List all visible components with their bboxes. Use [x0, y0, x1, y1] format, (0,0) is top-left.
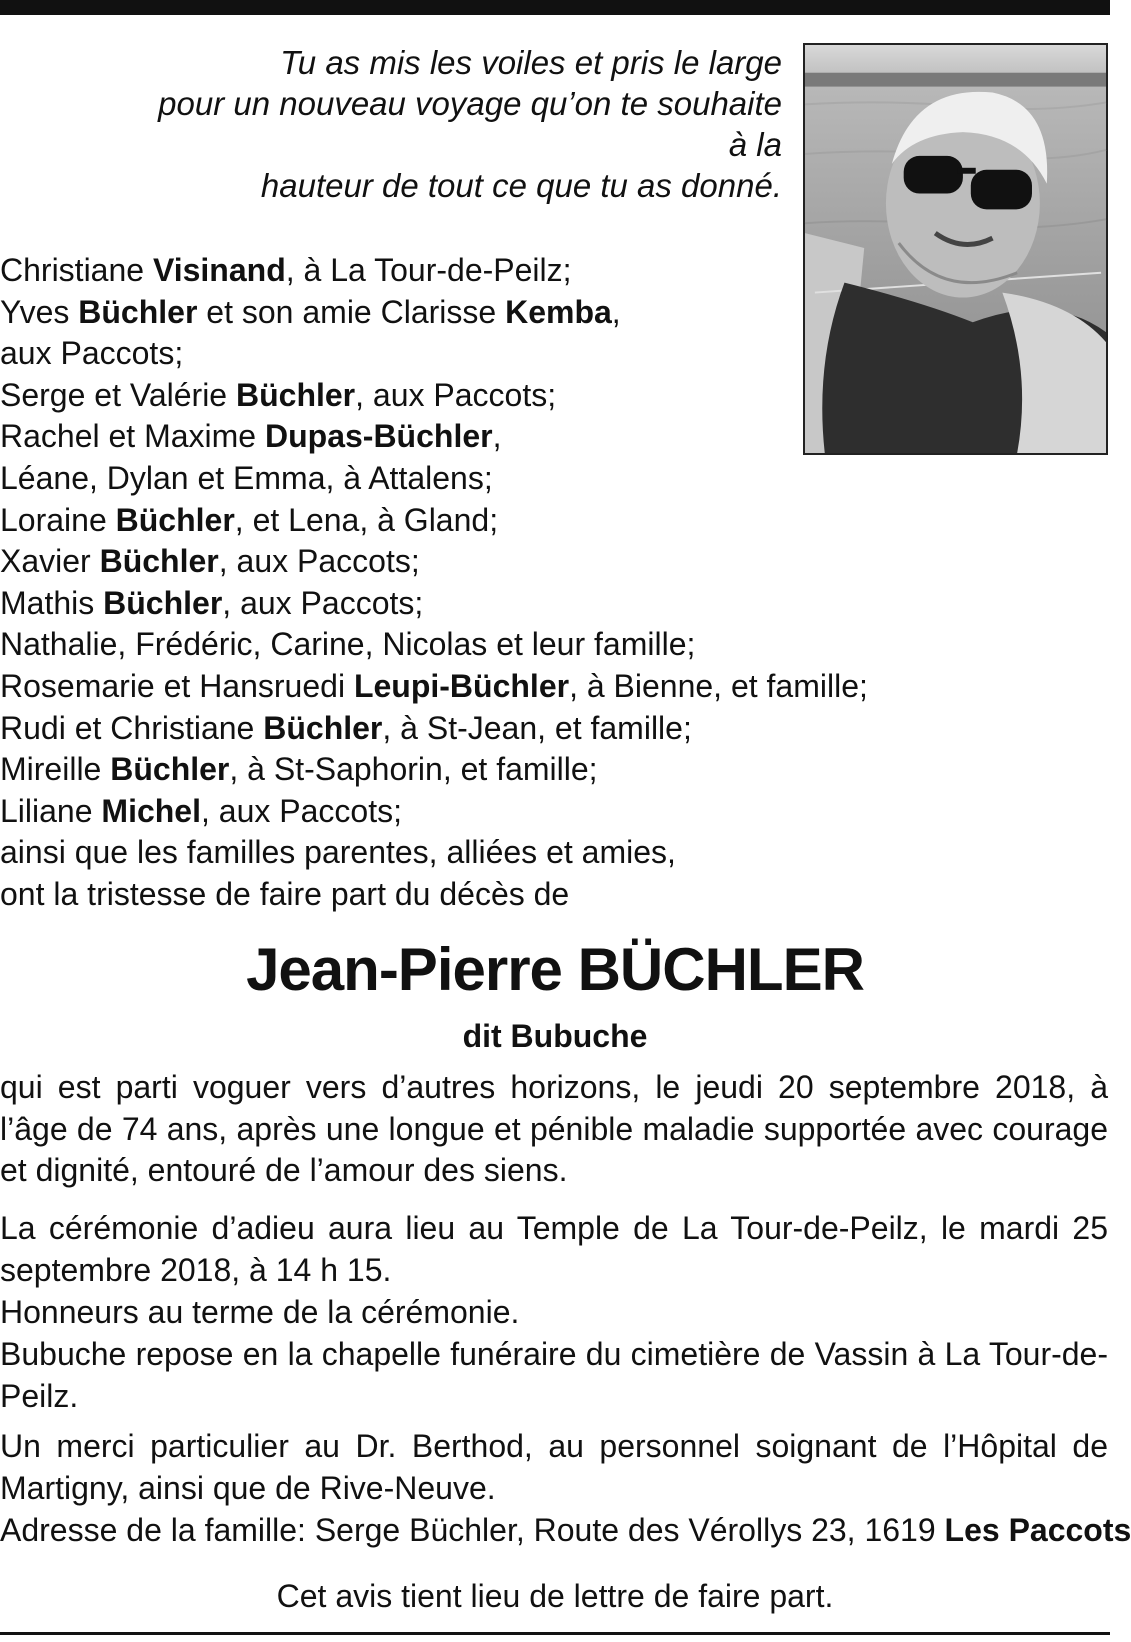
family-line: ont la tristesse de faire part du décès de [0, 875, 570, 912]
poem-line: hauteur de tout ce que tu as donné. [260, 167, 782, 204]
top-rule [0, 0, 1110, 15]
family-line: aux Paccots; [0, 335, 184, 372]
family-line: Xavier Büchler, aux Paccots; [0, 543, 420, 580]
family-list [0, 250, 960, 916]
family-line: Christiane Visinand, à La Tour-de-Peilz; [0, 252, 572, 288]
family-line: Rosemarie et Hansruedi Leupi-Büchler, à Bienne, et famille; [0, 667, 868, 704]
family-line: Loraine Büchler, et Lena, à Gland; [0, 501, 499, 538]
family-line: Léane, Dylan et Emma, à Attalens; [0, 459, 493, 496]
death-announcement-paragraph: qui est parti voguer vers d’autres horizons, le jeudi 20 septembre 2018, à l’âge de 74 ans, après une longue et pénible maladie supportée avec courage et dignité, entouré de l’amour des siens. [0, 1069, 1108, 1189]
honours-paragraph: Honneurs au terme de la cérémonie. [0, 1294, 520, 1330]
family-address: Adresse de la famille: Serge Büchler, Route des Vérollys 23, 1619 Les Paccots [0, 1512, 1131, 1548]
family-line: Nathalie, Frédéric, Carine, Nicolas et leur famille; [0, 626, 696, 663]
family-line: Yves Büchler et son amie Clarisse Kemba, [0, 293, 621, 330]
chapel-paragraph: Bubuche repose en la chapelle funéraire du cimetière de Vassin à La Tour-de-Peilz. [0, 1336, 1108, 1414]
deceased-nickname: dit Bubuche [462, 1018, 648, 1054]
thanks-paragraph: Un merci particulier au Dr. Berthod, au personnel soignant de l’Hôpital de Martigny, ainsi que de Rive-Neuve. [0, 1428, 1108, 1506]
family-line: Serge et Valérie Büchler, aux Paccots; [0, 376, 557, 413]
poem-line: Tu as mis les voiles et pris le large [280, 44, 782, 81]
bottom-rule [0, 1632, 1110, 1635]
deceased-name: Jean-Pierre BÜCHLER [246, 936, 864, 1003]
family-line: ainsi que les familles parentes, alliées et amies, [0, 834, 676, 871]
family-line: Rachel et Maxime Dupas-Büchler, [0, 418, 502, 455]
ceremony-paragraph: La cérémonie d’adieu aura lieu au Temple de La Tour-de-Peilz, le mardi 25 septembre 2018, à 14 h 15. [0, 1210, 1108, 1288]
closing-note: Cet avis tient lieu de lettre de faire part. [276, 1578, 834, 1614]
poem-line: pour un nouveau voyage qu’on te souhaite [158, 85, 782, 122]
family-line: Rudi et Christiane Büchler, à St-Jean, et famille; [0, 709, 692, 746]
family-line: Mathis Büchler, aux Paccots; [0, 584, 424, 621]
poem-line: à la [728, 126, 782, 163]
poem [120, 42, 782, 206]
family-line: Mireille Büchler, à St-Saphorin, et famille; [0, 751, 598, 788]
family-line: Liliane Michel, aux Paccots; [0, 792, 402, 829]
